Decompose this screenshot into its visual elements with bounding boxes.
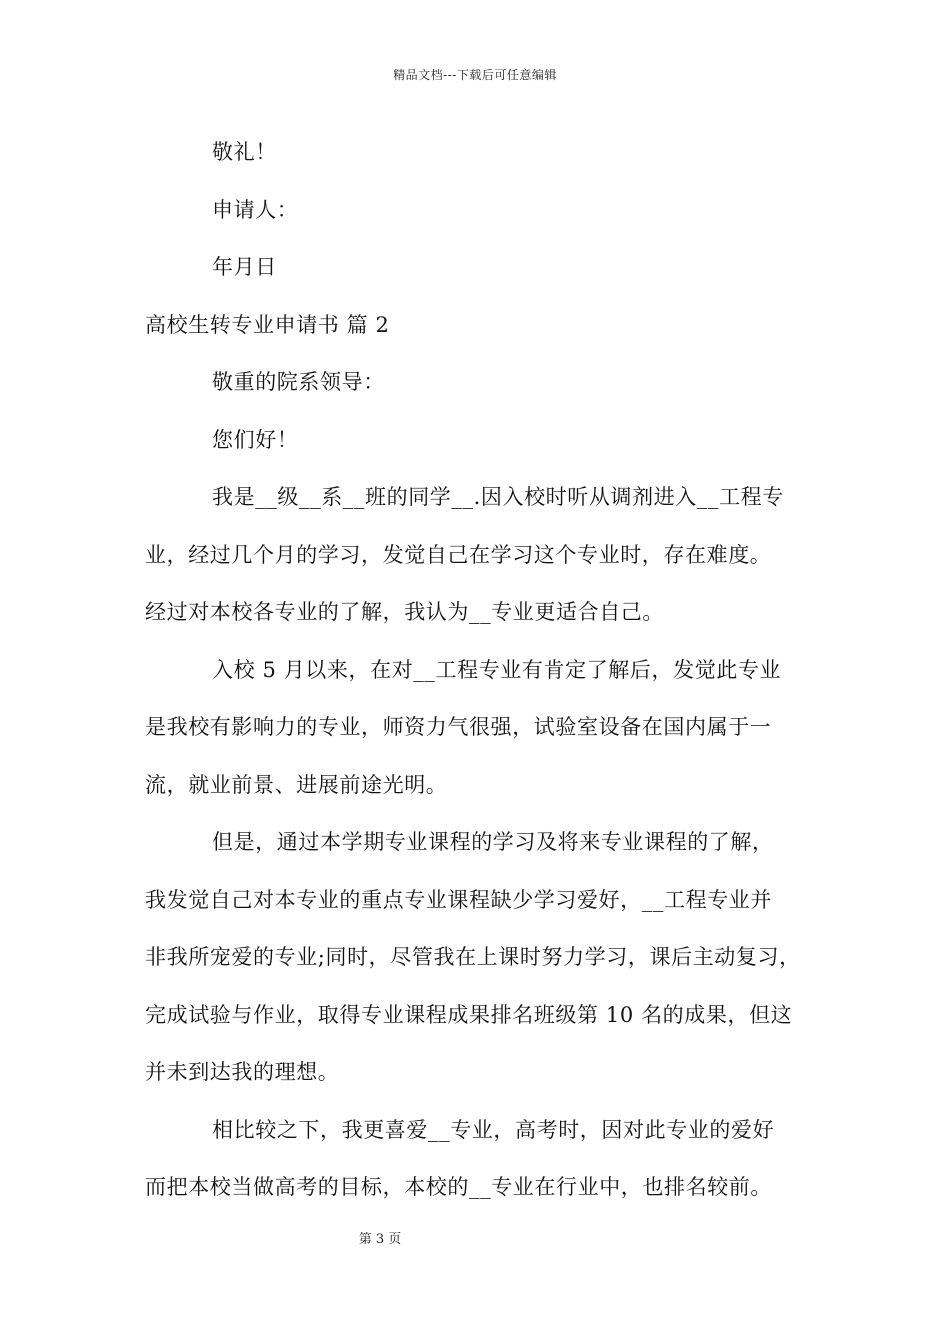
letter-salutation: 您们好！ [212,428,299,452]
section-heading: 高校生转专业申请书 篇 2 [145,313,390,337]
paragraph-3-line-3: 非我所宠爱的专业;同时，尽管我在上课时努力学习，课后主动复习， [145,945,801,969]
paragraph-2-line-3: 流，就业前景、进展前途光明。 [145,773,448,797]
paragraph-4-line-2: 而把本校当做高考的目标，本校的__专业在行业中，也排名较前。 [145,1175,772,1199]
letter-greeting: 敬重的院系领导： [212,370,385,394]
paragraph-3-line-2: 我发觉自己对本专业的重点专业课程缺少学习爱好，__工程专业并 [145,888,772,912]
page-header: 精品文档---下载后可任意编辑 [393,68,557,82]
paragraph-2-line-1: 入校 5 月以来，在对__工程专业有肯定了解后，发觉此专业 [212,658,782,682]
paragraph-3-line-5: 并未到达我的理想。 [145,1060,340,1084]
page-number: 第 3 页 [358,1232,402,1247]
paragraph-2-line-2: 是我校有影响力的专业，师资力气很强，试验室设备在国内属于一 [145,715,772,739]
paragraph-1-line-2: 业，经过几个月的学习，发觉自己在学习这个专业时，存在难度。 [145,543,772,567]
paragraph-3-line-4: 完成试验与作业，取得专业课程成果排名班级第 10 名的成果，但这 [145,1003,793,1027]
paragraph-1-line-1: 我是__级__系__班的同学__.因入校时听从调剂进入__工程专 [212,485,784,509]
applicant-signature-line: 申请人： [212,198,299,222]
paragraph-1-line-3: 经过对本校各专业的了解，我认为__专业更适合自己。 [145,600,664,624]
date-line: 年月日 [212,255,277,279]
paragraph-3-line-1: 但是，通过本学期专业课程的学习及将来专业课程的了解， [212,830,774,854]
closing-salutation: 敬礼！ [212,140,277,164]
paragraph-4-line-1: 相比较之下，我更喜爱__专业，高考时，因对此专业的爱好 [212,1118,775,1142]
